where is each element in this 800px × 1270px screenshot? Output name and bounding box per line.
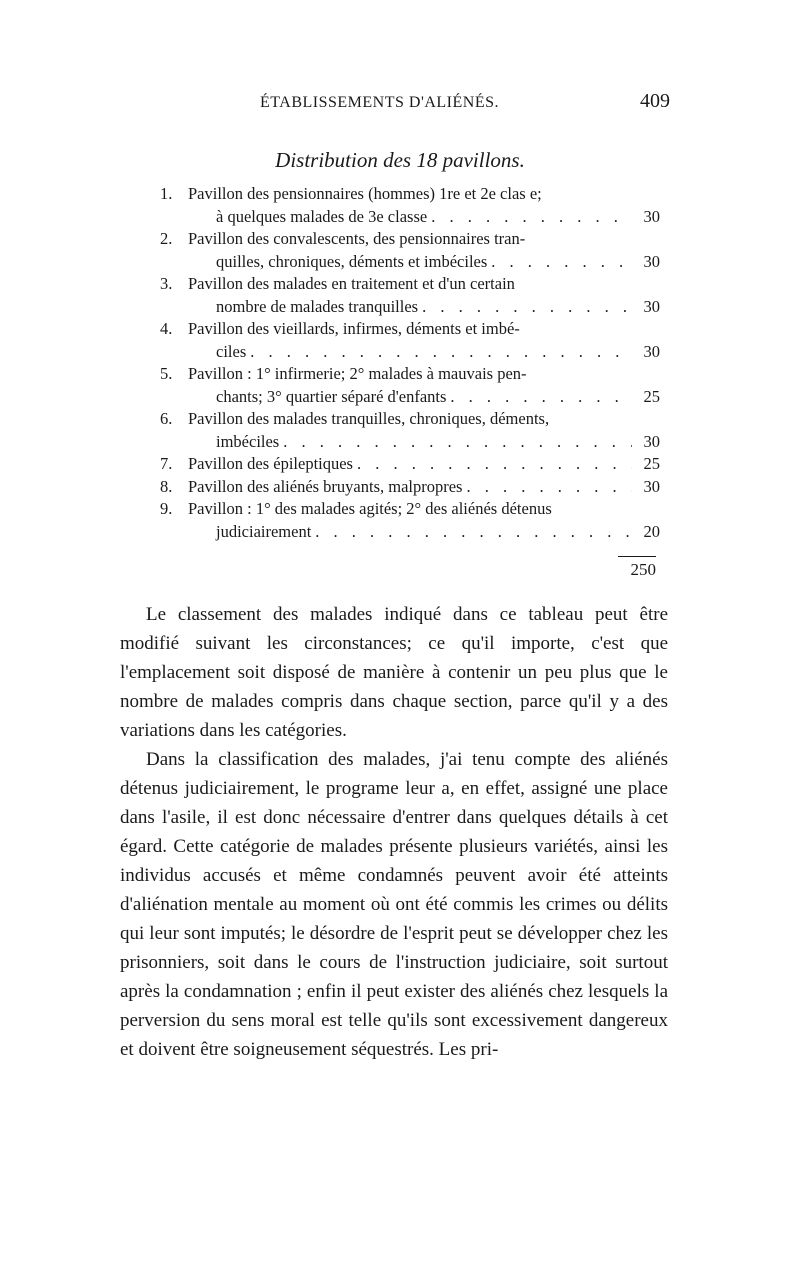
entry-line	[160, 386, 660, 409]
dot-leader	[311, 521, 632, 544]
dot-leader	[246, 341, 632, 364]
entry-text: quilles, chroniques, déments et imbéciles	[216, 251, 488, 271]
entry-count: 25	[643, 454, 660, 473]
dot-leader	[462, 476, 632, 499]
entry-text: Pavillon des malades tranquilles, chroniques, déments,	[188, 409, 550, 428]
total-count: 250	[630, 560, 656, 579]
entry-count: 30	[643, 341, 660, 361]
entry-text: Pavillon des épileptiques	[188, 454, 353, 473]
paragraph: Dans la classification des malades, j'ai tenu compte des aliénés détenus judiciairement, le programe leur a, en effet, assigné une place dans l'asile, il est donc nécessaire d'entrer dans quelques détails à cet égard. Cette catégorie de malades présente plusieurs variétés, ainsi les individus accusés et même condamnés peuvent avoir été atteints d'aliénation mentale au moment où ont été commis les crimes ou délits qui leur sont imputés; le désordre de l'esprit peut se développer chez les prisonniers, soit dans le cours de l'instruction judiciaire, soit surtout après la condamnation ; enfin il peut exister des aliénés chez lesquels la perversion du sens moral est telle qu'ils sont excessivement dangereux et doivent être soigneusement séquestrés. Les pri-	[120, 749, 668, 1060]
entry-text: nombre de malades tranquilles	[216, 296, 419, 316]
entry-line	[160, 206, 660, 229]
entry-count: 30	[643, 296, 660, 316]
entry-line	[160, 431, 660, 454]
list-item	[160, 183, 660, 228]
entry-number: 1.	[160, 184, 173, 203]
entry-text: à quelques malades de 3e classe	[216, 206, 428, 226]
dot-leader	[446, 386, 632, 409]
list-item	[160, 363, 660, 408]
entry-count: 30	[643, 431, 660, 451]
entry-line	[160, 521, 660, 544]
list-item	[160, 318, 660, 363]
list-item	[160, 476, 660, 499]
list-item	[160, 498, 660, 543]
entry-text: chants; 3° quartier séparé d'enfants	[216, 386, 447, 406]
pavilion-list	[160, 183, 660, 543]
running-title: ÉTABLISSEMENTS D'ALIÉNÉS.	[260, 94, 499, 111]
entry-text: Pavillon des malades en traitement et d'un certain	[188, 274, 515, 293]
entry-number: 5.	[160, 364, 173, 383]
entry-number: 6.	[160, 409, 173, 428]
entry-count: 25	[643, 386, 660, 406]
entry-count: 20	[643, 521, 660, 541]
running-header	[260, 90, 680, 118]
dot-leader	[418, 296, 632, 319]
entry-number: 9.	[160, 499, 173, 518]
entry-number: 4.	[160, 319, 173, 338]
page-number: 409	[640, 90, 670, 112]
entry-text: Pavillon des pensionnaires (hommes) 1re et 2e clas e;	[188, 184, 542, 203]
entry-line	[160, 453, 660, 476]
table-title: Distribution des 18 pavillons.	[275, 148, 525, 172]
dot-leader	[427, 206, 632, 229]
entry-text: Pavillon : 1° des malades agités; 2° des aliénés détenus	[188, 499, 552, 518]
entry-text: ciles	[216, 341, 247, 361]
dot-leader	[487, 251, 632, 274]
entry-text: Pavillon des aliénés bruyants, malpropres	[188, 476, 463, 496]
dot-leader	[353, 453, 632, 476]
entry-count: 30	[643, 476, 660, 496]
entry-line	[160, 296, 660, 319]
entry-text: Pavillon des vieillards, infirmes, déments et imbé-	[188, 319, 520, 338]
body-text	[120, 600, 668, 1064]
entry-line	[160, 341, 660, 364]
entry-line	[160, 251, 660, 274]
total-rule	[618, 556, 656, 557]
entry-count: 30	[643, 251, 660, 271]
list-item	[160, 453, 660, 476]
entry-text: imbéciles	[216, 431, 280, 451]
list-item	[160, 408, 660, 453]
dot-leader	[279, 431, 632, 454]
paragraph: Le classement des malades indiqué dans ce tableau peut être modifié suivant les circonstances; ce qu'il importe, c'est que l'emplacement soit disposé de manière à contenir un peu plus que le nombre de malades compris dans chaque section, parce qu'il y a des variations dans les catégories.	[120, 604, 668, 741]
entry-number: 3.	[160, 274, 173, 293]
entry-text: judiciairement	[216, 521, 312, 541]
entry-number: 2.	[160, 229, 173, 248]
list-item	[160, 228, 660, 273]
entry-number: 8.	[160, 476, 173, 496]
entry-text: Pavillon des convalescents, des pensionnaires tran-	[188, 229, 526, 248]
entry-text: Pavillon : 1° infirmerie; 2° malades à mauvais pen-	[188, 364, 527, 383]
entry-count: 30	[643, 206, 660, 226]
entry-line	[160, 476, 660, 499]
list-item	[160, 273, 660, 318]
entry-number: 7.	[160, 454, 173, 473]
